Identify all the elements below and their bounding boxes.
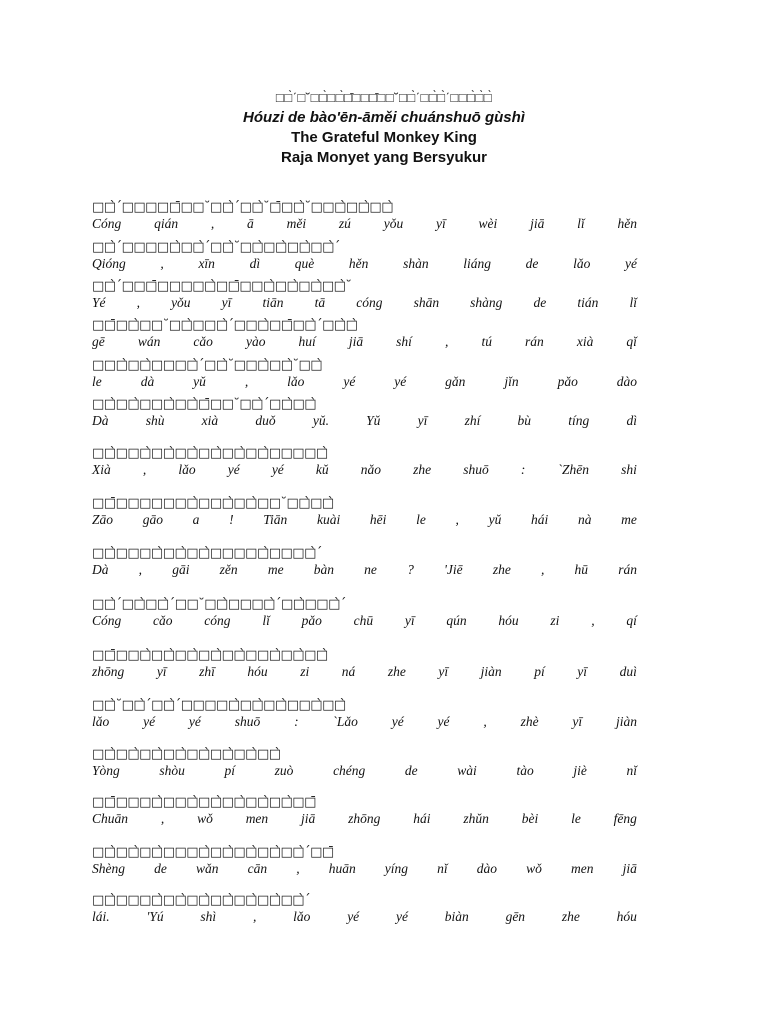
pinyin-word: lǎo	[573, 256, 591, 271]
pinyin-word: tào	[516, 763, 534, 778]
stanza	[92, 446, 637, 478]
stanza	[92, 648, 637, 680]
pinyin-row	[92, 613, 637, 629]
pinyin-word: què	[294, 256, 315, 271]
pinyin-row	[92, 295, 637, 311]
pinyin-word: ,	[210, 216, 215, 231]
pinyin-word: lǐ	[629, 295, 637, 310]
pinyin-word: fēng	[613, 811, 637, 826]
pinyin-word: ná	[341, 664, 356, 679]
pinyin-word: lǎo	[178, 462, 196, 477]
pinyin-word: wǎn	[195, 861, 219, 876]
pinyin-word: zhōng	[348, 811, 381, 826]
pinyin-word: hóu	[498, 613, 519, 628]
pinyin-word: biàn	[444, 909, 469, 924]
pinyin-row	[92, 861, 637, 877]
stanza	[92, 845, 637, 877]
glyph-row: □□̀˘□□̀ˊ□□̀ˊ□□□□□̀□□̀□□̀□□□̀□□̀	[92, 698, 346, 713]
pinyin-word: gāi	[172, 562, 190, 577]
pinyin-word: gāo	[142, 512, 163, 527]
glyph-row: □□̀□□□□̀□□̀□□̀□□̀□□̀□□̀□□̀ˊ	[92, 893, 311, 908]
pinyin-word: shi	[621, 462, 637, 477]
pinyin-word: shàng	[470, 295, 503, 310]
pinyin-word: le	[92, 374, 102, 389]
pinyin-word: yǒu	[171, 295, 191, 310]
pinyin-word: yé	[271, 462, 284, 477]
stanza	[92, 240, 637, 272]
glyph-row: □□̀□□̀□□̀□□□□̀□□̀□□̀□□̀□□̀ˊ□□̄	[92, 845, 334, 860]
pinyin-word: shì	[200, 909, 217, 924]
pinyin-word: cǎo	[193, 334, 213, 349]
pinyin-word: qǐ	[626, 334, 637, 349]
pinyin-word: zhī	[199, 664, 215, 679]
pinyin-word: !	[229, 512, 234, 527]
pinyin-word: yǔ	[488, 512, 502, 527]
pinyin-word: lǐ	[262, 613, 270, 628]
pinyin-word: huān	[328, 861, 356, 876]
pinyin-word: tú	[481, 334, 492, 349]
stanza	[92, 893, 637, 925]
pinyin-word: Yé	[92, 295, 106, 310]
stanza	[92, 747, 637, 779]
pinyin-row	[92, 334, 637, 350]
pinyin-word: ,	[138, 562, 143, 577]
pinyin-word: pǎo	[557, 374, 578, 389]
pinyin-word: zěn	[219, 562, 238, 577]
pinyin-word: ,	[455, 512, 459, 527]
pinyin-word: Zāo	[92, 512, 114, 527]
pinyin-word: wǒ	[526, 861, 542, 876]
pinyin-word: shí	[396, 334, 412, 349]
pinyin-row	[92, 462, 637, 478]
pinyin-word: shàn	[403, 256, 429, 271]
pinyin-word: bàn	[313, 562, 334, 577]
pinyin-word: :	[520, 462, 526, 477]
pinyin-row	[92, 562, 637, 578]
pinyin-word: le	[416, 512, 426, 527]
pinyin-word: xià	[576, 334, 594, 349]
pinyin-row	[92, 811, 637, 827]
pinyin-word: cǎo	[153, 613, 173, 628]
pinyin-word: hái	[531, 512, 549, 527]
pinyin-word: dào	[476, 861, 498, 876]
pinyin-word: 'Jiē	[444, 562, 463, 577]
pinyin-word: Cóng	[92, 216, 122, 231]
pinyin-word: de	[525, 256, 539, 271]
pinyin-word: shù	[145, 413, 165, 428]
pinyin-word: ?	[407, 562, 414, 577]
pinyin-word: ,	[142, 462, 147, 477]
pinyin-word: shuō	[234, 714, 261, 729]
pinyin-word: hái	[413, 811, 431, 826]
glyph-row: □□□̀□□̀□□□□̀ˊ□□̀˘□□□̀□□̀˘□□̀	[92, 358, 323, 373]
pinyin-word: ,	[160, 256, 164, 271]
pinyin-word: shān	[413, 295, 440, 310]
stanza	[92, 795, 637, 827]
title-pinyin: Hóuzi de bào'ēn-āměi chuánshuō gùshì	[243, 109, 525, 126]
pinyin-word: Yòng	[92, 763, 120, 778]
pinyin-word: wèi	[478, 216, 498, 231]
pinyin-word: ne	[364, 562, 377, 577]
pinyin-word: hū	[574, 562, 589, 577]
pinyin-word: a	[192, 512, 200, 527]
pinyin-word: yǔ.	[312, 413, 329, 428]
pinyin-word: duǒ	[255, 413, 276, 428]
pinyin-word: zi	[300, 664, 310, 679]
glyph-row: □□̀ˊ□□□□□̄□□˘□□̀ˊ□□̀˘□̄□□̀˘□□□̀□□̀□□̀	[92, 200, 394, 215]
pinyin-word: wán	[137, 334, 161, 349]
pinyin-word: nǎo	[360, 462, 382, 477]
pinyin-word: ,	[591, 613, 595, 628]
pinyin-word: 'Yú	[146, 909, 164, 924]
pinyin-word: bù	[517, 413, 532, 428]
title-block	[0, 88, 768, 168]
pinyin-word: cóng	[356, 295, 383, 310]
stanza	[92, 597, 637, 629]
pinyin-word: dà	[140, 374, 155, 389]
glyph-row: □□̀ˊ□□□□□̀□□̀ˊ□□̀˘□□̀□□̀□□̀□□̀ˊ	[92, 240, 340, 255]
pinyin-word: chéng	[333, 763, 366, 778]
glyph-row: □□̀ˊ□□□̄□□□□□̀□□̄□□□̀□□̀□□̀□□̀˘	[92, 279, 352, 294]
pinyin-word: jiā	[622, 861, 637, 876]
pinyin-row	[92, 664, 637, 680]
pinyin-word: yé	[437, 714, 450, 729]
pinyin-word: xià	[201, 413, 219, 428]
pinyin-word: tā	[314, 295, 326, 310]
pinyin-word: `Zhēn	[557, 462, 589, 477]
pinyin-word: nǐ	[626, 763, 637, 778]
pinyin-word: xīn	[198, 256, 215, 271]
pinyin-word: men	[571, 861, 594, 876]
title-glyph-line: □□̀ˊ□˘□□̀□□̀□̄□□□̄□□˘□□̀ˊ□□̀□̀ˊ□□□̀□̀□̀	[275, 90, 493, 105]
pinyin-word: ,	[540, 562, 545, 577]
pinyin-word: rán	[525, 334, 544, 349]
pinyin-word: duì	[619, 664, 637, 679]
glyph-row: □□̄□□̀□□˘□□̀□□□̀ˊ□□□̀□□̄□□̀ˊ□□̀□̀	[92, 318, 358, 333]
pinyin-word: yé	[394, 374, 407, 389]
pinyin-word: cān	[247, 861, 268, 876]
pinyin-word: Tiān	[263, 512, 288, 527]
pinyin-word: kǔ	[315, 462, 329, 477]
pinyin-word: zhe	[561, 909, 580, 924]
pinyin-word: yǔ	[193, 374, 206, 389]
pinyin-word: me	[267, 562, 284, 577]
pinyin-word: ,	[244, 374, 249, 389]
pinyin-row	[92, 374, 637, 390]
stanza	[92, 698, 637, 730]
pinyin-word: gē	[92, 334, 105, 349]
title-english: The Grateful Monkey King	[291, 129, 477, 146]
pinyin-word: hěn	[348, 256, 369, 271]
pinyin-word: Shèng	[92, 861, 125, 876]
pinyin-word: zhè	[520, 714, 539, 729]
stanza	[92, 200, 637, 232]
pinyin-word: lǐ	[577, 216, 585, 231]
pinyin-word: men	[245, 811, 269, 826]
pinyin-word: lái.	[92, 909, 110, 924]
pinyin-word: dào	[616, 374, 637, 389]
glyph-row: □□̄□□□□□□□̀□□□̀□□̀□□˘□□̀□□̀	[92, 496, 334, 511]
stanza	[92, 496, 637, 528]
pinyin-row	[92, 909, 637, 925]
pinyin-word: zhǔn	[463, 811, 489, 826]
pinyin-word: jǐn	[504, 374, 519, 389]
pinyin-word: zhe	[492, 562, 511, 577]
pinyin-word: me	[621, 512, 637, 527]
pinyin-word: ,	[296, 861, 300, 876]
glyph-row: □□̀ˊ□□̀□□̀ˊ□□˘□□̀□□□□̀ˊ□□̀□□□̀ˊ	[92, 597, 346, 612]
pinyin-word: chū	[353, 613, 374, 628]
pinyin-word: jiā	[348, 334, 364, 349]
glyph-row: □□̀□□̀□□□̀□□̀□̄□□˘□□̀ˊ□□̀□□̀	[92, 397, 317, 412]
pinyin-word: yī	[577, 664, 588, 679]
pinyin-word: zuò	[274, 763, 294, 778]
pinyin-word: pí	[534, 664, 545, 679]
pinyin-word: qí	[626, 613, 637, 628]
pinyin-word: wài	[457, 763, 477, 778]
pinyin-word: hēi	[369, 512, 387, 527]
pinyin-word: Yǔ	[366, 413, 381, 428]
pinyin-row	[92, 413, 637, 429]
pinyin-word: shuō	[463, 462, 489, 477]
pinyin-word: yǒu	[383, 216, 404, 231]
pinyin-word: yī	[221, 295, 232, 310]
pinyin-word: hóu	[247, 664, 268, 679]
pinyin-word: ,	[136, 295, 140, 310]
pinyin-word: Xià	[92, 462, 111, 477]
pinyin-word: hěn	[617, 216, 637, 231]
stanza	[92, 546, 637, 578]
pinyin-word: yé	[347, 909, 360, 924]
pinyin-word: gǎn	[445, 374, 466, 389]
stanza	[92, 318, 637, 350]
pinyin-word: dì	[626, 413, 637, 428]
pinyin-word: zhe	[413, 462, 432, 477]
pinyin-word: rán	[618, 562, 637, 577]
pinyin-word: yé	[227, 462, 240, 477]
pinyin-word: yé	[391, 714, 404, 729]
pinyin-word: nǐ	[437, 861, 448, 876]
pinyin-word: yíng	[384, 861, 409, 876]
pinyin-word: zú	[338, 216, 351, 231]
glyph-row: □□̀□□□̀□□̀□□̀□□̀□□̀□□̀□□□□□̀	[92, 446, 328, 461]
pinyin-word: jiàn	[480, 664, 502, 679]
pinyin-word: de	[533, 295, 547, 310]
pinyin-word: yī	[156, 664, 167, 679]
pinyin-word: Cóng	[92, 613, 122, 628]
pinyin-row	[92, 763, 637, 779]
pinyin-word: pí	[224, 763, 236, 778]
pinyin-word: jiā	[530, 216, 545, 231]
pinyin-word: `Lǎo	[332, 714, 358, 729]
stanza	[92, 397, 637, 429]
pinyin-word: tiān	[262, 295, 284, 310]
glyph-row: □□̄□□□□̀□□□̀□□̀□□̀□□̀□□̀□□̄	[92, 795, 316, 810]
pinyin-row	[92, 256, 637, 272]
pinyin-word: yī	[572, 714, 583, 729]
pinyin-word: dì	[249, 256, 261, 271]
pinyin-word: yé	[625, 256, 637, 271]
pinyin-word: ,	[252, 909, 257, 924]
stanza	[92, 358, 637, 390]
pinyin-word: yé	[188, 714, 201, 729]
pinyin-word: gēn	[505, 909, 526, 924]
pinyin-word: nà	[577, 512, 592, 527]
pinyin-word: yī	[404, 613, 415, 628]
pinyin-word: ,	[483, 714, 487, 729]
pinyin-word: Chuān	[92, 811, 129, 826]
pinyin-word: kuài	[316, 512, 341, 527]
pinyin-word: tián	[577, 295, 599, 310]
pinyin-word: ā	[247, 216, 254, 231]
pinyin-word: zhí	[464, 413, 481, 428]
pinyin-word: huí	[298, 334, 316, 349]
pinyin-word: bèi	[521, 811, 539, 826]
pinyin-row	[92, 512, 637, 528]
pinyin-row	[92, 714, 637, 730]
pinyin-word: lǎo	[287, 374, 305, 389]
pinyin-word: yī	[438, 664, 449, 679]
pinyin-word: Qióng	[92, 256, 126, 271]
pinyin-word: qián	[154, 216, 179, 231]
pinyin-word: lǎo	[293, 909, 311, 924]
pinyin-word: hóu	[616, 909, 637, 924]
pinyin-word: měi	[286, 216, 307, 231]
pinyin-word: yé	[343, 374, 356, 389]
pinyin-word: le	[571, 811, 581, 826]
pinyin-word: yào	[245, 334, 266, 349]
pinyin-word: zi	[550, 613, 560, 628]
pinyin-word: :	[294, 714, 299, 729]
pinyin-word: cóng	[204, 613, 231, 628]
pinyin-word: yī	[436, 216, 446, 231]
pinyin-word: jiè	[573, 763, 587, 778]
pinyin-word: lǎo	[92, 714, 110, 729]
pinyin-word: ,	[445, 334, 449, 349]
pinyin-word: tíng	[568, 413, 590, 428]
pinyin-word: yī	[417, 413, 428, 428]
pinyin-word: jiā	[301, 811, 316, 826]
pinyin-word: Dà	[92, 413, 109, 428]
pinyin-word: zhōng	[92, 664, 125, 679]
pinyin-word: Dà	[92, 562, 109, 577]
pinyin-word: zhe	[387, 664, 406, 679]
pinyin-word: de	[404, 763, 418, 778]
pinyin-row	[92, 216, 637, 232]
pinyin-word: yé	[143, 714, 156, 729]
pinyin-word: pǎo	[301, 613, 322, 628]
pinyin-word: de	[154, 861, 167, 876]
pinyin-word: jiàn	[615, 714, 637, 729]
stanza	[92, 279, 637, 311]
pinyin-word: shòu	[159, 763, 185, 778]
pinyin-word: yé	[395, 909, 408, 924]
glyph-row: □□̄□□□̀□□̀□□̀□□̀□□̀□□□̀□□̀□□̀	[92, 648, 328, 663]
title-malay: Raja Monyet yang Bersyukur	[281, 149, 487, 166]
glyph-row: □□̀□□□□̀□□̀□□̀□□□□□̀□□□□̀ˊ	[92, 546, 322, 561]
glyph-row: □□̀□□̀□□̀□□̀□□̀□□̀□□̀□□̀	[92, 747, 281, 762]
pinyin-word: ,	[160, 811, 165, 826]
pinyin-word: liáng	[463, 256, 492, 271]
pinyin-word: wǒ	[197, 811, 213, 826]
pinyin-word: qún	[446, 613, 467, 628]
